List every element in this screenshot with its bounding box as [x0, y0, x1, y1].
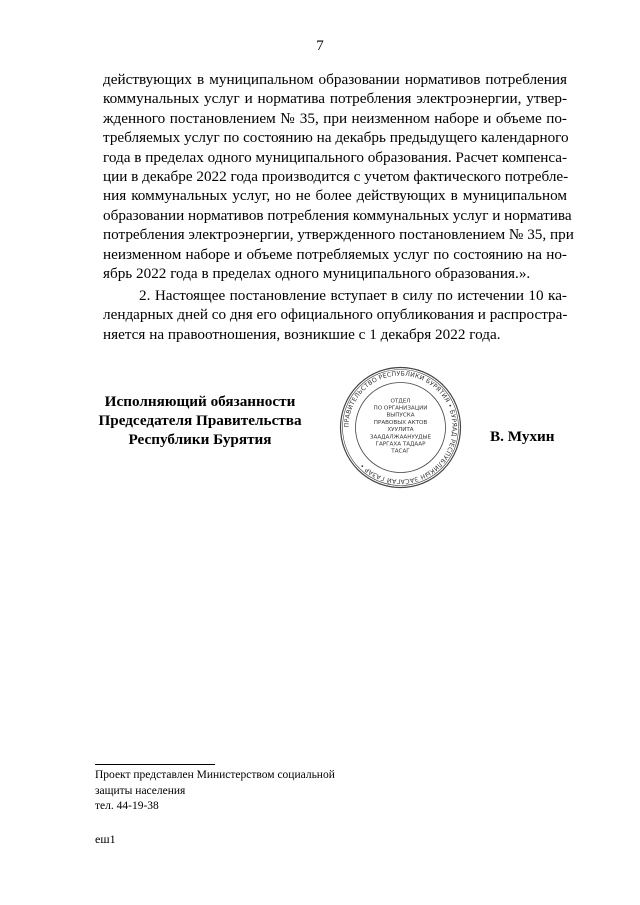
footnote-divider — [95, 764, 215, 765]
signer-title-line3: Республики Бурятия — [128, 431, 272, 448]
text-line: жденного постановлением № 35, при неизменном наборе и объеме по- — [103, 109, 567, 127]
footnote-phone: тел. 44-19-38 — [95, 800, 159, 813]
svg-text:ПРАВИТЕЛЬСТВО РЕСПУБЛИКИ БУРЯТ: ПРАВИТЕЛЬСТВО РЕСПУБЛИКИ БУРЯТИЯ • БУРЯАД РЕСПУБЛИКЫН ЗАСАГАЙ ГАЗАР • — [343, 370, 458, 485]
text-line: действующих в муниципальном образовании нормативов потребления — [103, 71, 567, 88]
text-line: ции в декабре 2022 года производится с учетом фактического потребле- — [103, 168, 569, 186]
footnote — [95, 768, 335, 815]
stamp-text-line: ВЫПУСКА — [386, 412, 415, 419]
stamp-text-line: ХУУЛИТА — [387, 427, 414, 434]
stamp-text-line: ЗААДАЛЖААНУУДЫЕ — [369, 434, 432, 441]
signer-title-line2: Председателя Правительства — [98, 412, 302, 429]
text-line: лендарных дней со дня его официального опубликования и распростра- — [103, 306, 568, 324]
stamp-text-line: ГАРГАХА ТАДААР — [375, 441, 426, 448]
text-line: образовании нормативов потребления коммунальных услуг и норматива — [103, 206, 572, 224]
executor-initials: еш1 — [95, 832, 116, 846]
signer-title — [95, 392, 305, 449]
text-line: ния коммунальных услуг, но не более действующих в муниципальном — [103, 187, 567, 205]
text-line: ябрь 2022 года в пределах одного муниципального образования.». — [103, 265, 531, 283]
stamp-text-line: ОТДЕЛ — [390, 398, 411, 405]
footnote-line1: Проект представлен Министерством социальной — [95, 769, 335, 781]
text-line: требляемых услуг по состоянию на декабрь предыдущего календарного — [103, 129, 569, 147]
stamp-text-line: ТАСАГ — [391, 448, 410, 455]
stamp-text-line: ПО ОРГАНИЗАЦИИ — [373, 405, 428, 412]
official-seal-stamp — [338, 365, 463, 490]
footnote-line2: защиты населения — [95, 784, 186, 797]
paragraph-effective-date — [103, 286, 567, 344]
stamp-text-line: ПРАВОВЫХ АКТОВ — [373, 419, 428, 426]
text-line: коммунальных услуг и норматива потребления электроэнергии, утвер- — [103, 90, 567, 108]
signer-name: В. Мухин — [490, 428, 555, 445]
page-number: 7 — [316, 38, 324, 54]
paragraph-continuation — [103, 70, 574, 283]
signer-title-line1: Исполняющий обязанности — [104, 393, 296, 410]
text-line: няется на правоотношения, возникшие с 1 декабря 2022 года. — [103, 325, 501, 343]
text-line: года в пределах одного муниципального образования. Расчет компенса- — [103, 148, 568, 166]
text-line: 2. Настоящее постановление вступает в силу по истечении 10 ка- — [139, 287, 567, 304]
text-line: потребления электроэнергии, утвержденного постановлением № 35, при — [103, 226, 574, 244]
text-line: неизменном наборе и объеме потребляемых услуг по состоянию на но- — [103, 245, 567, 263]
